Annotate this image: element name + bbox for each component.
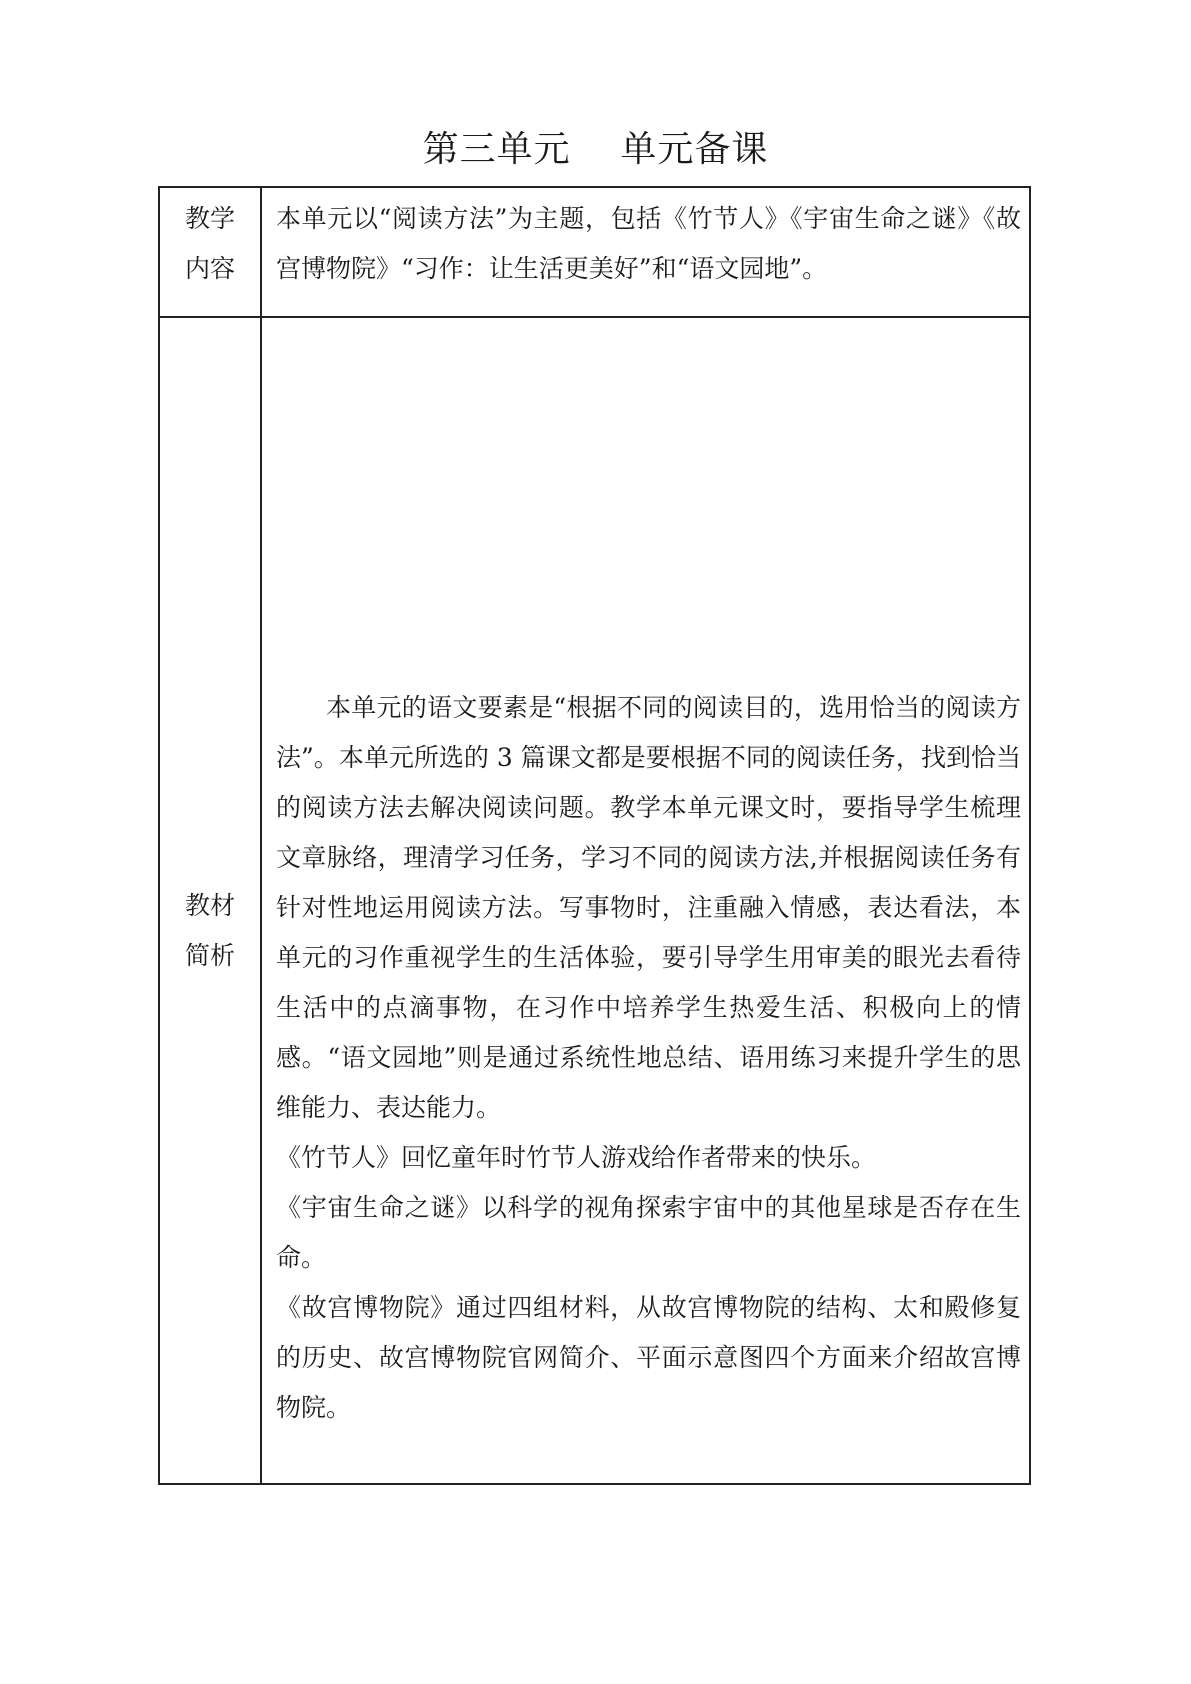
- row-label-teaching-content: [160, 188, 262, 316]
- row-label-line: 内容: [184, 254, 235, 283]
- lesson-plan-table: [158, 186, 1031, 1485]
- teaching-content-cell: [262, 188, 1029, 316]
- row-label-line: 教学: [184, 204, 235, 233]
- analysis-paragraph-palace-museum: 《故宫博物院》通过四组材料，从故宫博物院的结构、太和殿修复的历史、故宫博物院官网简介、平面示意图四个方面来介绍故宫博物院。: [276, 1293, 1021, 1422]
- row-label-line: 简析: [184, 940, 235, 970]
- table-row-teaching-content: [160, 188, 1029, 316]
- teaching-content-text: 本单元以“阅读方法”为主题，包括《竹节人》《宇宙生命之谜》《故宫博物院》“习作：让生活更美好”和“语文园地”。: [276, 204, 1021, 283]
- row-label-material-analysis: [160, 318, 262, 1483]
- page-title: 第三单元 单元备课: [422, 129, 769, 170]
- row-label-line: 教材: [184, 890, 235, 920]
- analysis-paragraph-overview: 本单元的语文要素是“根据不同的阅读目的，选用恰当的阅读方法”。本单元所选的 3 篇课文都是要根据不同的阅读任务，找到恰当的阅读方法去解决阅读问题。教学本单元课文时，要指导学生梳理文章脉络，理清学习任务，学习不同的阅读方法,并根据阅读任务有针对性地运用阅读方法。写事物时，注重融入情感，表达看法，本单元的习作重视学生的生活体验，要引导学生用审美的眼光去看待生活中的点滴事物，在习作中培养学生热爱生活、积极向上的情感。“语文园地”则是通过系统性地总结、语用练习来提升学生的思维能力、表达能力。: [276, 693, 1021, 1122]
- analysis-paragraph-zhujieren: 《竹节人》回忆童年时竹节人游戏给作者带来的快乐。: [276, 1143, 877, 1172]
- table-row-material-analysis: [160, 316, 1029, 1483]
- analysis-paragraph-universe: 《宇宙生命之谜》以科学的视角探索宇宙中的其他星球是否存在生命。: [276, 1193, 1021, 1272]
- material-analysis-cell: [262, 318, 1029, 1483]
